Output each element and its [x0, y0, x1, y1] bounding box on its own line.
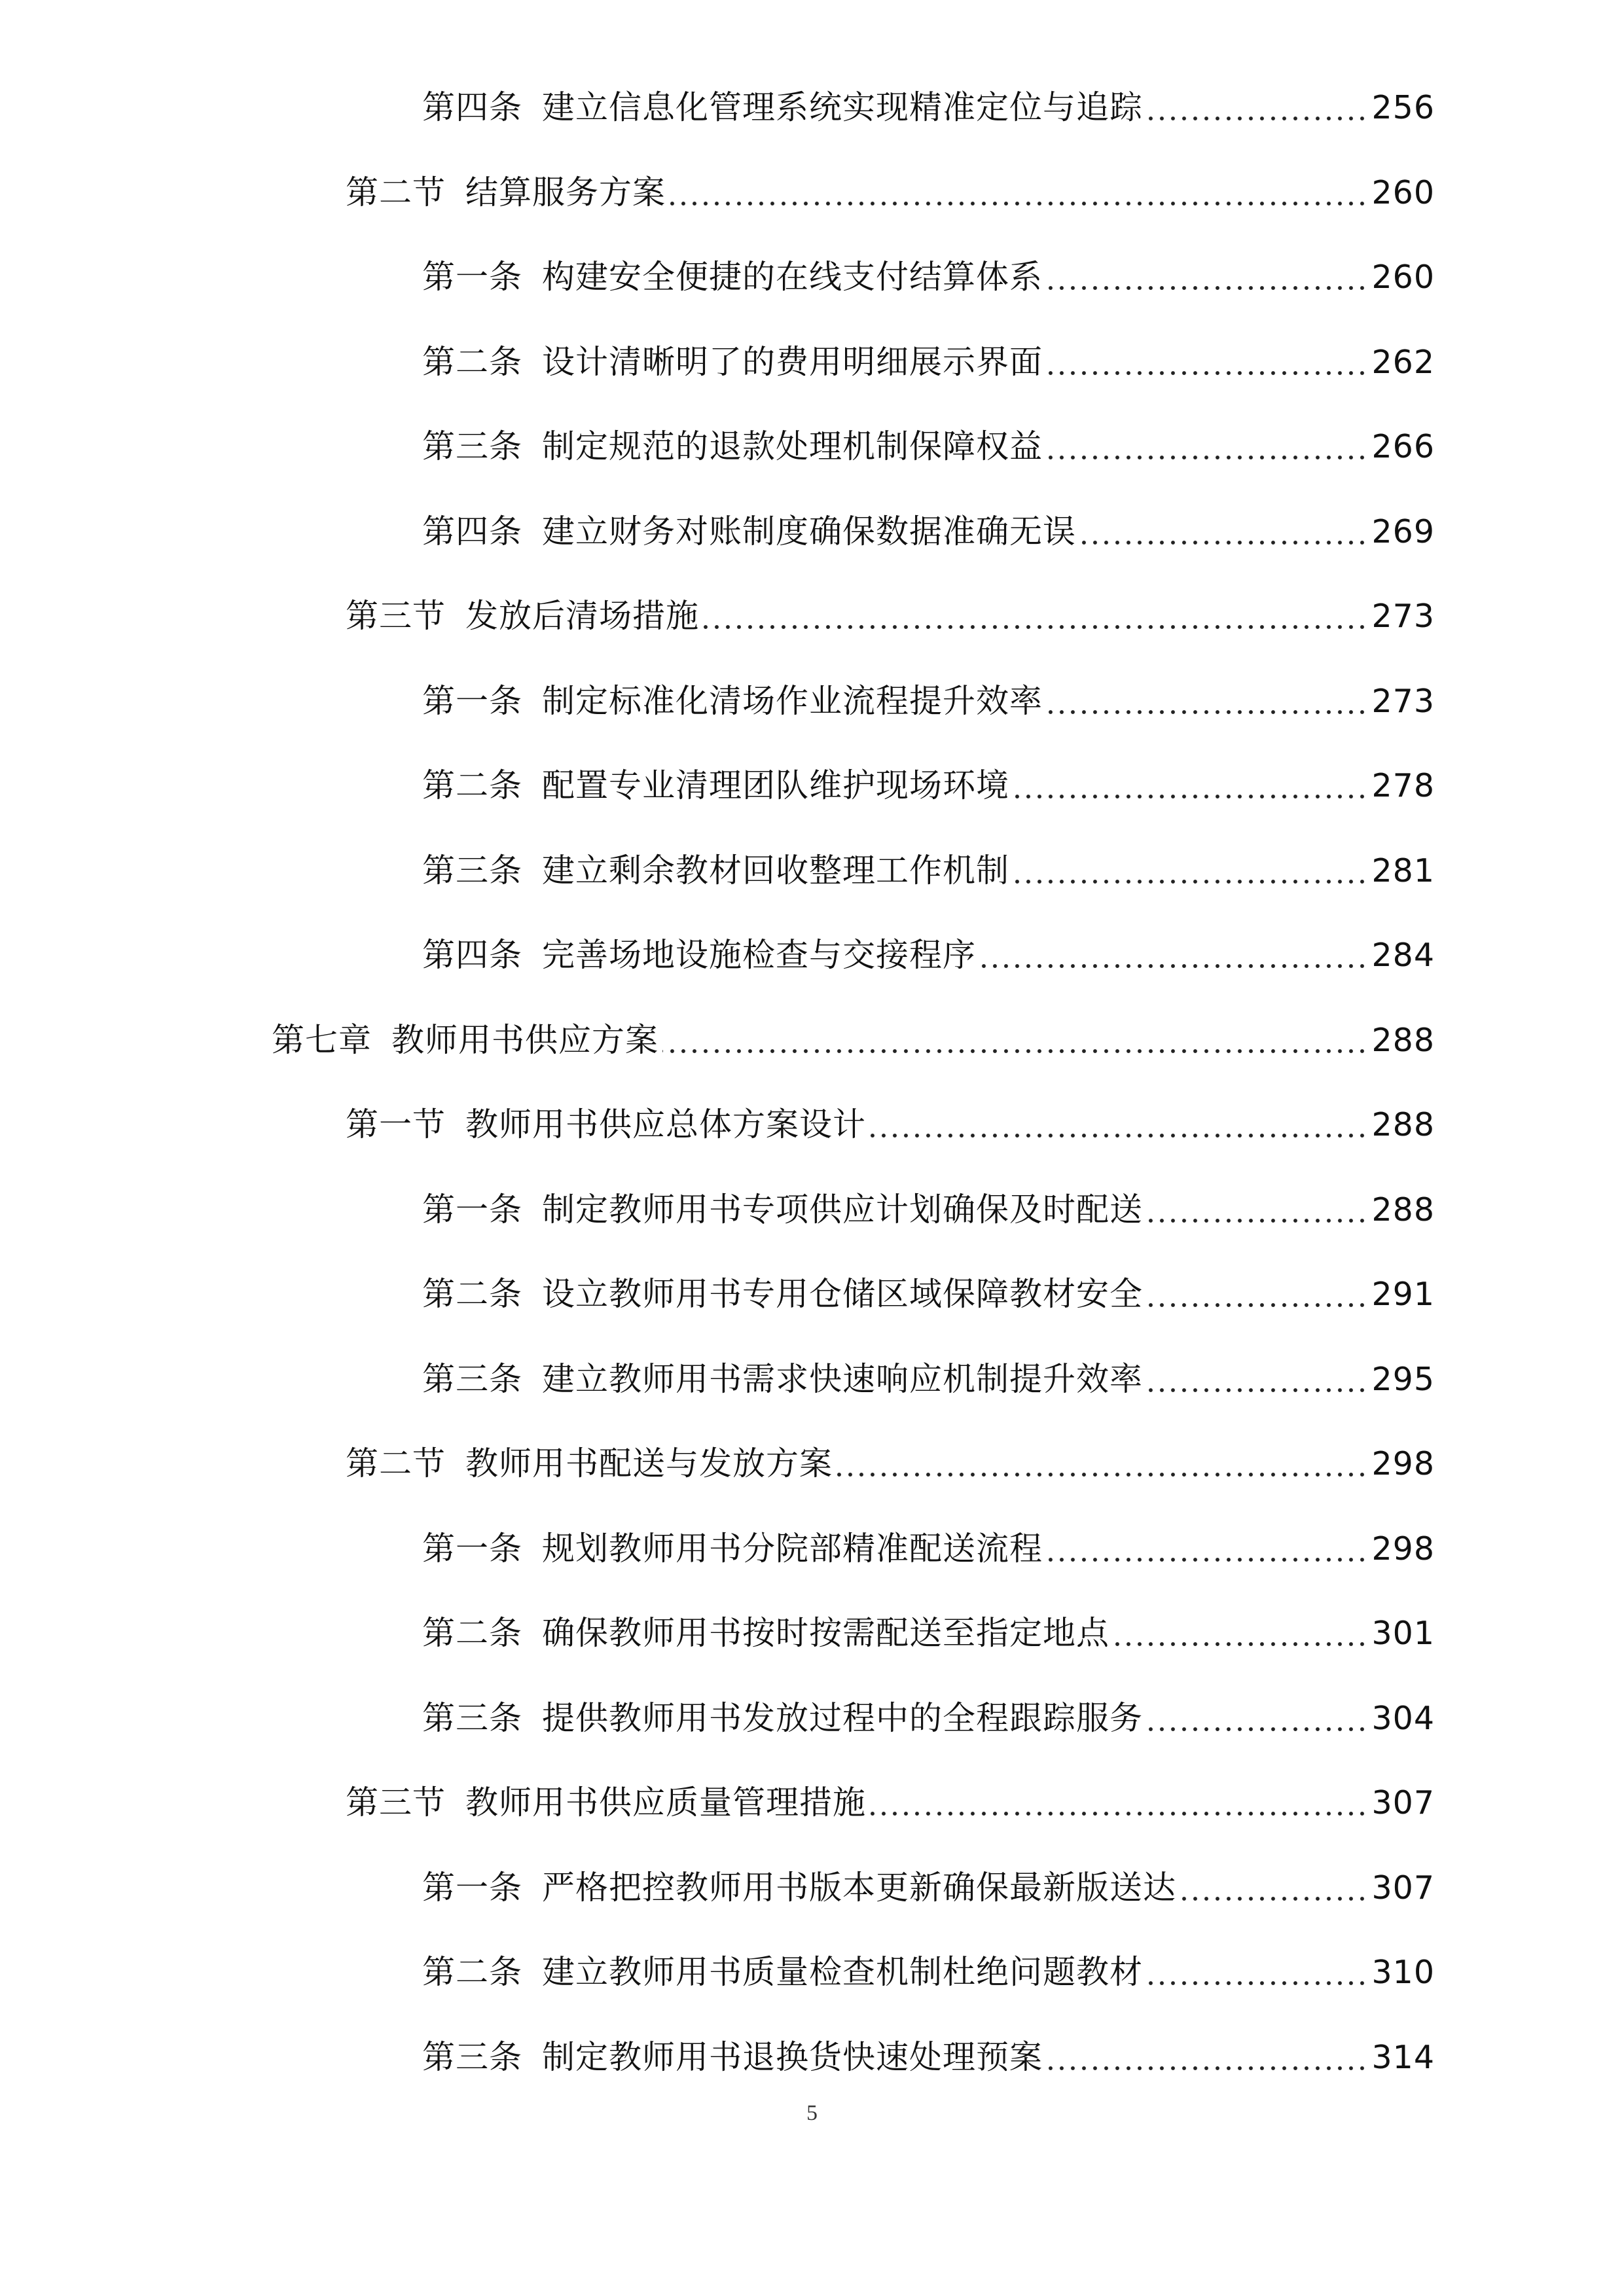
- toc-entry-label: 第三条: [422, 1360, 522, 1398]
- toc-entry[interactable]: [422, 336, 1435, 388]
- toc-entry-title: 设立教师用书专用仓储区域保障教材安全: [542, 1275, 1143, 1313]
- toc-entry-page-number: 273: [1371, 598, 1435, 635]
- toc-entry[interactable]: [422, 251, 1435, 303]
- toc-entry[interactable]: [422, 2031, 1435, 2083]
- toc-entry[interactable]: [422, 81, 1435, 134]
- dot-leader: [1080, 539, 1367, 546]
- toc-entry-label: 第二节: [346, 173, 446, 211]
- toc-entry-label: 第三条: [422, 2038, 522, 2076]
- toc-entry-title: 建立教师用书质量检查机制杜绝问题教材: [542, 1953, 1143, 1991]
- toc-entry-label: 第四条: [422, 512, 522, 550]
- dot-leader: [1147, 1980, 1367, 1986]
- toc-entry-label: 第二条: [422, 343, 522, 381]
- toc-entry-label: 第二条: [422, 1614, 522, 1652]
- dot-leader: [1147, 115, 1367, 122]
- toc-entry-label: 第三节: [346, 1784, 446, 1821]
- toc-entry-page-number: 266: [1371, 428, 1435, 465]
- toc-entry-page-number: 256: [1371, 89, 1435, 126]
- toc-entry-page-number: 298: [1371, 1445, 1435, 1482]
- toc-entry-title: 提供教师用书发放过程中的全程跟踪服务: [542, 1699, 1143, 1737]
- toc-entry-title: 建立剩余教材回收整理工作机制: [542, 852, 1009, 889]
- toc-entry-label: 第一条: [422, 682, 522, 720]
- toc-entry-label: 第二条: [422, 1953, 522, 1991]
- toc-entry-label: 第三条: [422, 1699, 522, 1737]
- dot-leader: [1147, 1726, 1367, 1732]
- dot-leader: [1013, 793, 1367, 800]
- toc-entry-title: 教师用书供应方案: [391, 1021, 659, 1059]
- toc-entry-title: 制定标准化清场作业流程提升效率: [542, 682, 1043, 720]
- dot-leader: [1047, 709, 1367, 715]
- toc-entry-title: 严格把控教师用书版本更新确保最新版送达: [542, 1869, 1176, 1907]
- toc-entry-title: 建立财务对账制度确保数据准确无误: [542, 512, 1076, 550]
- dot-leader: [1047, 454, 1367, 461]
- toc-entry-label: 第一条: [422, 1530, 522, 1568]
- toc-entry-title: 确保教师用书按时按需配送至指定地点: [542, 1614, 1110, 1652]
- dot-leader: [662, 1048, 1367, 1054]
- dot-leader: [1047, 370, 1367, 376]
- toc-entry[interactable]: [422, 1607, 1435, 1659]
- dot-leader: [1147, 1302, 1367, 1308]
- toc-entry-page-number: 314: [1371, 2039, 1435, 2076]
- toc-entry-label: 第一条: [422, 1869, 522, 1907]
- toc-entry-title: 规划教师用书分院部精准配送流程: [542, 1530, 1043, 1568]
- dot-leader: [1047, 1556, 1367, 1563]
- toc-entry-page-number: 273: [1371, 683, 1435, 720]
- toc-entry[interactable]: [422, 420, 1435, 473]
- toc-entry[interactable]: [346, 1437, 1435, 1490]
- toc-entry-page-number: 307: [1371, 1869, 1435, 1907]
- toc-entry-label: 第一条: [422, 1191, 522, 1229]
- toc-entry-page-number: 301: [1371, 1615, 1435, 1652]
- toc-entry[interactable]: [422, 1183, 1435, 1236]
- toc-entry-label: 第四条: [422, 88, 522, 126]
- toc-entry-page-number: 288: [1371, 1191, 1435, 1229]
- toc-entry[interactable]: [422, 759, 1435, 812]
- toc-entry[interactable]: [422, 1692, 1435, 1744]
- toc-entry-page-number: 284: [1371, 937, 1435, 974]
- toc-entry[interactable]: [422, 929, 1435, 981]
- toc-entry-page-number: 288: [1371, 1106, 1435, 1143]
- toc-entry-label: 第一条: [422, 258, 522, 296]
- toc-entry-title: 制定教师用书专项供应计划确保及时配送: [542, 1191, 1143, 1229]
- toc-entry[interactable]: [422, 1353, 1435, 1405]
- toc-entry-title: 建立信息化管理系统实现精准定位与追踪: [542, 88, 1143, 126]
- dot-leader: [1147, 1217, 1367, 1224]
- toc-entry-page-number: 260: [1371, 259, 1435, 296]
- toc-entry[interactable]: [422, 675, 1435, 727]
- toc-entry-page-number: 291: [1371, 1276, 1435, 1313]
- dot-leader: [1013, 878, 1367, 885]
- toc-entry-title: 构建安全便捷的在线支付结算体系: [542, 258, 1043, 296]
- toc-entry-label: 第三条: [422, 427, 522, 465]
- dot-leader: [670, 200, 1367, 207]
- toc-entry-title: 配置专业清理团队维护现场环境: [542, 766, 1009, 804]
- toc-entry-page-number: 288: [1371, 1022, 1435, 1059]
- toc-entry[interactable]: [346, 1776, 1435, 1829]
- toc-entry-page-number: 295: [1371, 1361, 1435, 1398]
- toc-entry-label: 第三节: [346, 597, 446, 635]
- toc-entry-title: 教师用书配送与发放方案: [465, 1444, 833, 1482]
- toc-entry-page-number: 262: [1371, 344, 1435, 381]
- toc-entry-label: 第二条: [422, 766, 522, 804]
- toc-entry-title: 完善场地设施检查与交接程序: [542, 936, 976, 974]
- toc-entry[interactable]: [422, 844, 1435, 897]
- toc-entry-page-number: 278: [1371, 767, 1435, 804]
- dot-leader: [870, 1810, 1367, 1817]
- toc-entry[interactable]: [422, 1522, 1435, 1575]
- toc-entry[interactable]: [422, 1268, 1435, 1320]
- dot-leader: [1047, 285, 1367, 291]
- toc-entry-page-number: 269: [1371, 513, 1435, 550]
- toc-entry[interactable]: [272, 1014, 1435, 1066]
- toc-entry[interactable]: [346, 1098, 1435, 1151]
- dot-leader: [837, 1471, 1367, 1478]
- dot-leader: [1180, 1895, 1367, 1902]
- toc-entry-page-number: 310: [1371, 1954, 1435, 1991]
- toc-entry-title: 教师用书供应总体方案设计: [465, 1105, 866, 1143]
- dot-leader: [1047, 2065, 1367, 2072]
- toc-entry[interactable]: [422, 1861, 1435, 1914]
- toc-entry-title: 建立教师用书需求快速响应机制提升效率: [542, 1360, 1143, 1398]
- toc-entry[interactable]: [422, 505, 1435, 558]
- toc-entry-title: 制定规范的退款处理机制保障权益: [542, 427, 1043, 465]
- toc-entry-title: 制定教师用书退换货快速处理预案: [542, 2038, 1043, 2076]
- page-number: 5: [806, 2101, 818, 2125]
- toc-entry[interactable]: [422, 1946, 1435, 1998]
- toc-entry[interactable]: [346, 166, 1435, 219]
- toc-entry-title: 发放后清场措施: [465, 597, 699, 635]
- dot-leader: [1147, 1387, 1367, 1393]
- toc-entry-page-number: 260: [1371, 174, 1435, 211]
- dot-leader: [1113, 1641, 1367, 1647]
- toc-entry-title: 结算服务方案: [465, 173, 666, 211]
- toc-entry-title: 教师用书供应质量管理措施: [465, 1784, 866, 1821]
- toc-entry-title: 设计清晰明了的费用明细展示界面: [542, 343, 1043, 381]
- toc-entry-page-number: 304: [1371, 1700, 1435, 1737]
- toc-entry-page-number: 281: [1371, 852, 1435, 889]
- toc-entry-label: 第三条: [422, 852, 522, 889]
- dot-leader: [980, 963, 1367, 969]
- toc-entry-label: 第二条: [422, 1275, 522, 1313]
- toc-entry-page-number: 298: [1371, 1530, 1435, 1568]
- toc-entry-label: 第七章: [272, 1021, 372, 1059]
- dot-leader: [703, 624, 1367, 630]
- toc-entry-label: 第一节: [346, 1105, 446, 1143]
- dot-leader: [870, 1132, 1367, 1139]
- toc-entry-label: 第二节: [346, 1444, 446, 1482]
- toc-entry[interactable]: [346, 590, 1435, 642]
- toc-entry-label: 第四条: [422, 936, 522, 974]
- toc-entry-page-number: 307: [1371, 1784, 1435, 1821]
